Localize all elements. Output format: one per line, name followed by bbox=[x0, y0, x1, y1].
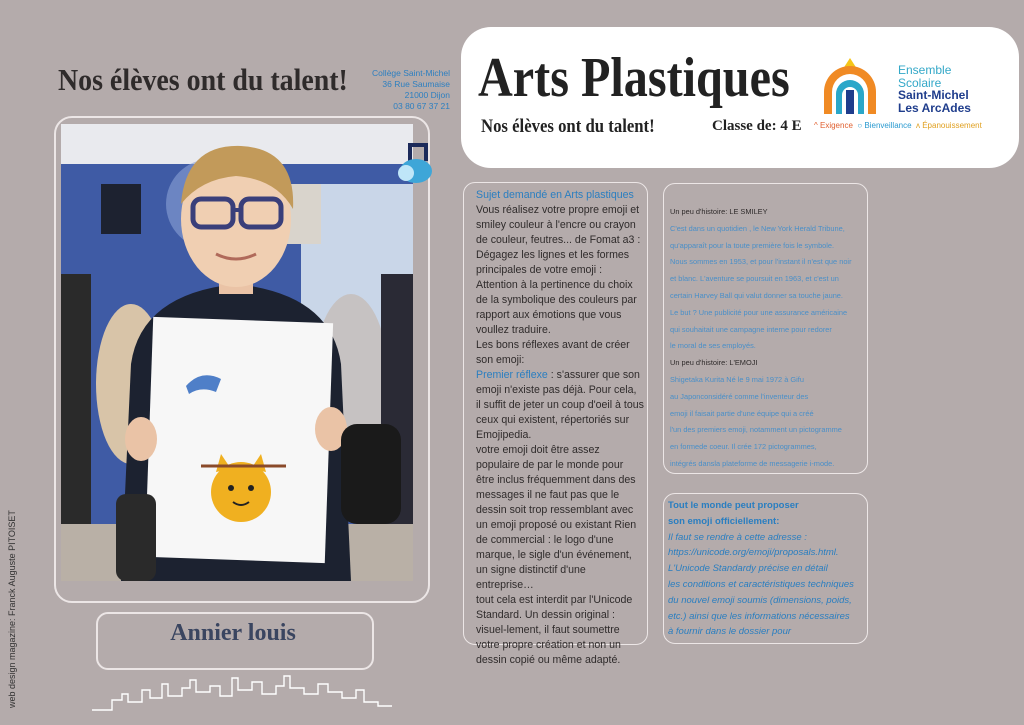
history-line: l'un des premiers emoji, notamment un pictogramme bbox=[670, 425, 842, 435]
history-text bbox=[670, 204, 866, 473]
subject-intro: Vous réalisez votre propre emoji et smiley couleur à l'encre ou crayon de couleur, feutres... de Fomat a3 : Dégagez les lignes et les formes principales de votre emoji : Attention à la pertinence du choix de la symbolique des couleurs par rapport aux émotions que vous voullez traduire. bbox=[476, 204, 641, 336]
value-epanouissement: ʌ Épanouissement bbox=[916, 121, 982, 130]
subject-heading: Sujet demandé en Arts plastiques bbox=[476, 189, 634, 201]
value-bienveillance: ○ Bienveillance bbox=[857, 121, 912, 130]
photo-illustration bbox=[61, 124, 413, 581]
school-logo-icon bbox=[820, 58, 880, 114]
student-name: Annier louis bbox=[170, 620, 296, 646]
premier-reflexe-label: Premier réflexe bbox=[476, 369, 548, 381]
proposal-heading: Tout le monde peut proposer bbox=[668, 500, 799, 511]
history-heading-emoji: Un peu d'histoire: L'EMOJI bbox=[670, 358, 758, 368]
logo-line: Les ArcAdes bbox=[898, 100, 971, 115]
history-heading-smiley: Un peu d'histoire: LE SMILEY bbox=[670, 207, 768, 216]
logo-line: Saint-Michel bbox=[898, 88, 969, 102]
subject-popular: votre emoji doit être assez populaire de par le monde pour être inclus fréquemment dans des messages il ne faut pas que le dessin soit trop ressemblant avec un emoji proposé ou existant Rien de commercial : le logo d'une marque, le sigle d'un événement, un signe distinctif d'une entreprise… bbox=[476, 444, 637, 591]
design-credit: web design magazine: Franck Auguste PITOISET bbox=[7, 510, 17, 708]
history-line: qui souhaitait une campagne interne pour redorer bbox=[670, 324, 832, 334]
history-line: Nous sommes en 1953, et pour l'instant il n'est que noir bbox=[670, 257, 852, 267]
address-line: 36 Rue Saumaise bbox=[382, 79, 450, 89]
subject-forbidden: tout cela est interdit par l'Unicode Standard. Un dessin original : visuel-lement, il faut soumettre votre propre création et non un dessin copié ou même adapté. bbox=[476, 594, 633, 666]
address-line: 21000 Dijon bbox=[404, 90, 450, 100]
spotlight-icon bbox=[394, 143, 440, 189]
proposal-line: L'Unicode Standardy précise en détail bbox=[668, 563, 828, 575]
city-skyline-icon bbox=[92, 672, 392, 712]
address-line: Collège Saint-Michel bbox=[372, 68, 450, 78]
history-line: qu'apparaît pour la toute première fois le symbole. bbox=[670, 240, 835, 250]
page-title: Arts Plastiques bbox=[478, 47, 790, 109]
proposal-line: les conditions et caractéristiques techniques bbox=[668, 578, 854, 590]
proposal-link[interactable]: https://unicode.org/emoji/proposals.html. bbox=[668, 547, 839, 559]
logo-line: Ensemble bbox=[898, 63, 952, 77]
proposal-line: du nouvel emoji soumis (dimensions, poids, bbox=[668, 594, 852, 606]
logo-line: Scolaire bbox=[898, 75, 942, 90]
premier-reflexe-text: : s'assurer que son emoji n'existe pas déjà. Pour cela, il suffit de jeter un coup d'oeil à tous ceux qui existent, répertoriés sur Emojipedia. bbox=[476, 369, 644, 441]
page-subtitle: Nos élèves ont du talent! bbox=[481, 116, 655, 137]
history-line: intégrés dansla plateforme de messagerie i-mode. bbox=[670, 458, 835, 468]
premier-reflexe bbox=[476, 368, 644, 443]
history-line: le moral de ses employés. bbox=[670, 341, 756, 351]
history-line: emoji il faisait partie d'une équipe qui a créé bbox=[670, 408, 814, 418]
history-line: C'est dans un quotidien , le New York Herald Tribune, bbox=[670, 223, 845, 233]
school-address bbox=[364, 68, 450, 112]
address-line: 03 80 67 37 21 bbox=[393, 101, 450, 111]
proposal-text bbox=[668, 498, 864, 640]
value-exigence: ^ Exigence bbox=[814, 121, 853, 130]
class-label: Classe de: 4 E bbox=[712, 118, 802, 134]
school-values bbox=[814, 121, 982, 130]
history-line: et blanc. L'aventure se poursuit en 1963, et c'est un bbox=[670, 274, 839, 284]
history-line: certain Harvey Ball qui valut donner sa touche jaune. bbox=[670, 290, 843, 300]
page-headline: Nos élèves ont du talent! bbox=[58, 62, 348, 97]
subject-reflexes: Les bons réflexes avant de créer son emoji: bbox=[476, 339, 630, 366]
history-line: Shigetaka Kurita Né le 9 mai 1972 à Gifu bbox=[670, 374, 804, 384]
student-photo bbox=[61, 124, 413, 581]
proposal-line: etc.) ainsi que les informations nécessaires bbox=[668, 610, 850, 622]
history-line: au Japonconsidéré comme l'inventeur des bbox=[670, 391, 809, 401]
history-line: Le but ? Une publicité pour une assurance américaine bbox=[670, 307, 848, 317]
proposal-heading-2: son emoji officiellement: bbox=[668, 515, 780, 527]
logo-text bbox=[898, 64, 971, 114]
proposal-line: à fournir dans le dossier pour bbox=[668, 626, 792, 638]
proposal-line: Il faut se rendre à cette adresse : bbox=[668, 531, 807, 543]
subject-text bbox=[476, 188, 644, 668]
history-line: en formede coeur. Il crée 172 pictogrammes, bbox=[670, 442, 817, 452]
